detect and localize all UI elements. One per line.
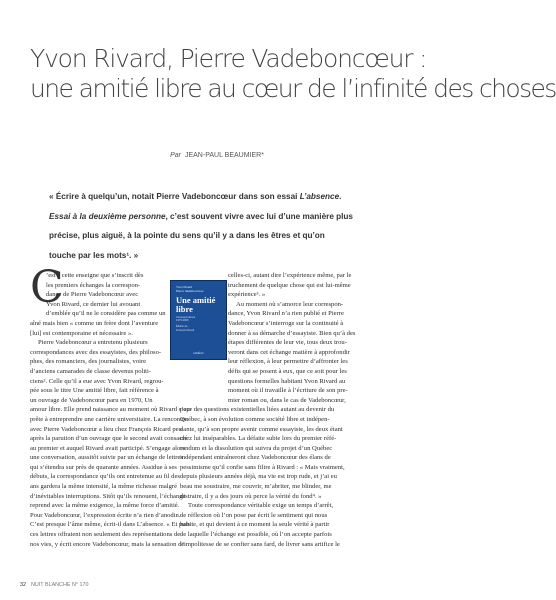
page-number: 32 [20, 582, 26, 588]
body-text-line: Vadeboncœur s’interroge sur la continuité à [228, 319, 344, 327]
body-text-line: celles-ci, autant dire l’expérience même, par le [228, 272, 352, 279]
book-cover-title-line: Une amitié [176, 295, 216, 305]
body-text-line: pour des questions existentielles liées autant au devenir du [180, 406, 335, 414]
body-text-line: phes, des romanciers, des journalistes, voire [30, 358, 147, 366]
book-cover-authors [176, 286, 204, 293]
body-text-line: moment où il travaille à l’écriture de son pre- [228, 387, 348, 395]
body-text-line: Au moment où s’amorce leur correspon- [236, 300, 344, 308]
intro-text: « Écrire à quelqu’un, notait Pierre Vadeboncœur dans son essai [49, 192, 300, 201]
body-text-line: nos vies, y écrit encore Vadeboncœur, mais la sensation de [30, 540, 185, 548]
body-text-line: C’est presque l’âme même, écrit-il dans L’absence. « Et puis [30, 521, 190, 529]
body-text-line: expérience³. » [228, 291, 266, 299]
article-title [30, 44, 556, 104]
book-cover-image [170, 280, 227, 360]
body-text-line: ces lettres offraient non seulement des représentations de [30, 531, 181, 539]
body-text-line: chez lui inséparables. La défaite subie lors du premier réfé- [180, 435, 337, 443]
intro-line [49, 187, 379, 207]
body-text-line: défis qui se posent à eux, que ce soit pour les [228, 367, 347, 375]
body-text-line: au premier et auquel Rivard avait participé. S’engage alors [30, 444, 186, 452]
body-text-line: leur réflexion, à leur permettre d’affronter les [228, 358, 348, 366]
byline [0, 152, 434, 159]
body-text-line: pessimisme qu’il confie sans filtre à Rivard : « Mais vraiment, [180, 463, 345, 471]
body-text-line: pée sous le titre Une amitié libre, fait référence à [30, 387, 159, 395]
book-cover-subtitle-line: Correspondance [176, 316, 196, 319]
body-text-line: Pour Vadeboncœur, l’expression écrite n’a rien d’anodin. [30, 511, 181, 519]
body-text-line: indépendant entraîneront chez Vadeboncœur des élans de [180, 454, 331, 462]
body-text-line: amour libre. Elle prend naissance au moment où Rivard s’ap- [30, 406, 192, 414]
body-text-line: truchement de quelque chose qui est lui-même [228, 281, 351, 289]
body-text-line: correspondances avec des essayistes, des philoso- [30, 348, 162, 356]
body-text-line: Toute correspondance véritable exige un temps d’arrêt, [188, 502, 334, 510]
byline-prefix: Par [170, 152, 181, 159]
page-footer [20, 582, 88, 588]
body-text-line: dante, qu’à son propre avenir comme essayiste, les deux étant [180, 425, 343, 433]
body-text-line: après la parution d’un ouvrage que le second avait consacré [30, 435, 188, 443]
body-text-line: dance, Yvon Rivard n’a rien publié et Pierre [228, 310, 344, 318]
intro-book-title: L’absence [299, 192, 340, 201]
body-text-line: qui s’étendra sur près de quarante années. Assidue à ses [30, 463, 177, 471]
body-text-line: beau me soustraire, me couvrir, m’abriter, me blinder, me [180, 483, 332, 491]
body-text-line: d’inévitables interruptions. Sitôt qu’ils renouent, l’échange [30, 492, 186, 500]
body-text-line: avec Pierre Vadeboncœur a lieu chez François Ricard peu [30, 425, 182, 433]
body-text-line: prête à entreprendre une carrière universitaire. La rencontre [30, 415, 188, 423]
intro-line: touche par les mots¹. » [49, 250, 139, 260]
article-title-line-2: une amitié libre au cœur de l’infinité des choses [30, 74, 556, 103]
body-text-line: débuts, la correspondance qu’ils ont entretenue au fil des [30, 473, 180, 481]
body-text-line: aîné mais bien « comme un frère dont l’aventure [30, 319, 159, 327]
body-text-line: un ouvrage de Vadeboncœur paru en 1970, Un [30, 396, 153, 404]
body-text-line: dance de Pierre Vadeboncœur avec [46, 291, 139, 299]
intro-text: , c’est souvent vivre avec lui d’une manière plus [165, 211, 353, 221]
body-text-line: [lui] est contemporaine et nécessaire ». [30, 329, 133, 337]
byline-author: JEAN-PAUL BEAUMIER* [184, 152, 264, 159]
body-text-line: depuis plusieurs années déjà, ma vie est trop rude, et j’ai eu [180, 473, 337, 481]
body-text-line: l’impolitesse de se confier sans fard, de livrer sans artifice le [180, 540, 340, 548]
body-text-line: Yvon Rivard, ce dernier lui avouant [46, 300, 141, 308]
body-text-line: d’emblée qu’il ne le considère pas comme un [46, 310, 166, 318]
body-text-line: de réflexion où l’on pose par écrit le sentiment qui nous [180, 511, 328, 519]
book-cover-subtitle [176, 316, 195, 332]
body-text-line: donner à sa démarche d’essayiste. Bien qu’à des [228, 329, 356, 337]
body-text-line: habite, et qui devient à ce moment la seule vérité à partir [180, 521, 330, 529]
book-cover-author: Pierre Vadeboncœur [176, 288, 204, 293]
intro-quote [49, 187, 379, 265]
article-title-line-1: Yvon Rivard, Pierre Vadeboncœur : [30, 44, 427, 73]
body-text-line: distraire, il y a des jours où perce la vérité du fond⁴. » [180, 492, 322, 500]
book-cover-author: Yvon Rivard [176, 285, 193, 289]
body-text-line: une conversation, aussitôt suivie par un échange de lettres [30, 454, 183, 462]
body-text-line: Québec, à son évolution comme société libre et indépen- [180, 415, 330, 423]
body-text-line: questions formelles habitant Yvon Rivard au [228, 377, 346, 385]
body-text-line: de laquelle l’échange est possible, où l’on accepte parfois [180, 531, 332, 539]
book-cover-editor-line: Édition de [176, 325, 188, 329]
intro-book-subtitle: Essai à la deuxième personne [49, 211, 166, 221]
body-text-line: d’anciens camarades de classe devenus politi- [30, 367, 152, 375]
body-text-line: reprend avec la même exigence, la même force d’amitié. [30, 502, 180, 510]
body-text-line: veront dans cet échange matière à approfondir [228, 348, 350, 356]
drop-cap: C [30, 262, 64, 313]
book-cover-subtitle-line: 1975-2008 [176, 319, 189, 323]
body-text-line: Pierre Vadeboncœur a entretenu plusieurs [38, 339, 148, 347]
publication-name: NUIT BLANCHE N° 170 [31, 582, 89, 588]
body-text-line: les premiers échanges la correspon- [46, 281, 141, 289]
body-text-line: étapes différentes de leur vie, tous deux trou- [228, 339, 347, 347]
book-cover-imprint: LEMÉAC [193, 352, 204, 355]
intro-line [49, 207, 379, 227]
body-text-line: ans gardera la même intensité, la même richesse malgré [30, 483, 178, 491]
book-cover-title [176, 296, 215, 313]
body-text-line: rendum et la dissolution qui suivra du projet d’un Québec [180, 444, 333, 452]
body-text-line: ’est à cette enseigne que s’inscrit dès [46, 272, 144, 279]
intro-line: précise, plus aiguë, à la pointe du sens qu’il y a dans les êtres et qu’on [49, 231, 325, 240]
book-cover-title-line: libre [176, 303, 193, 314]
body-text-line: ciens². Celle qu’il a eue avec Yvon Rivard, regrou- [30, 377, 164, 385]
body-text-line: mier roman ou, dans le cas de Vadeboncœur, [228, 396, 346, 404]
book-cover-editor-line: François Ricard [176, 328, 195, 332]
intro-text: . [339, 192, 342, 201]
